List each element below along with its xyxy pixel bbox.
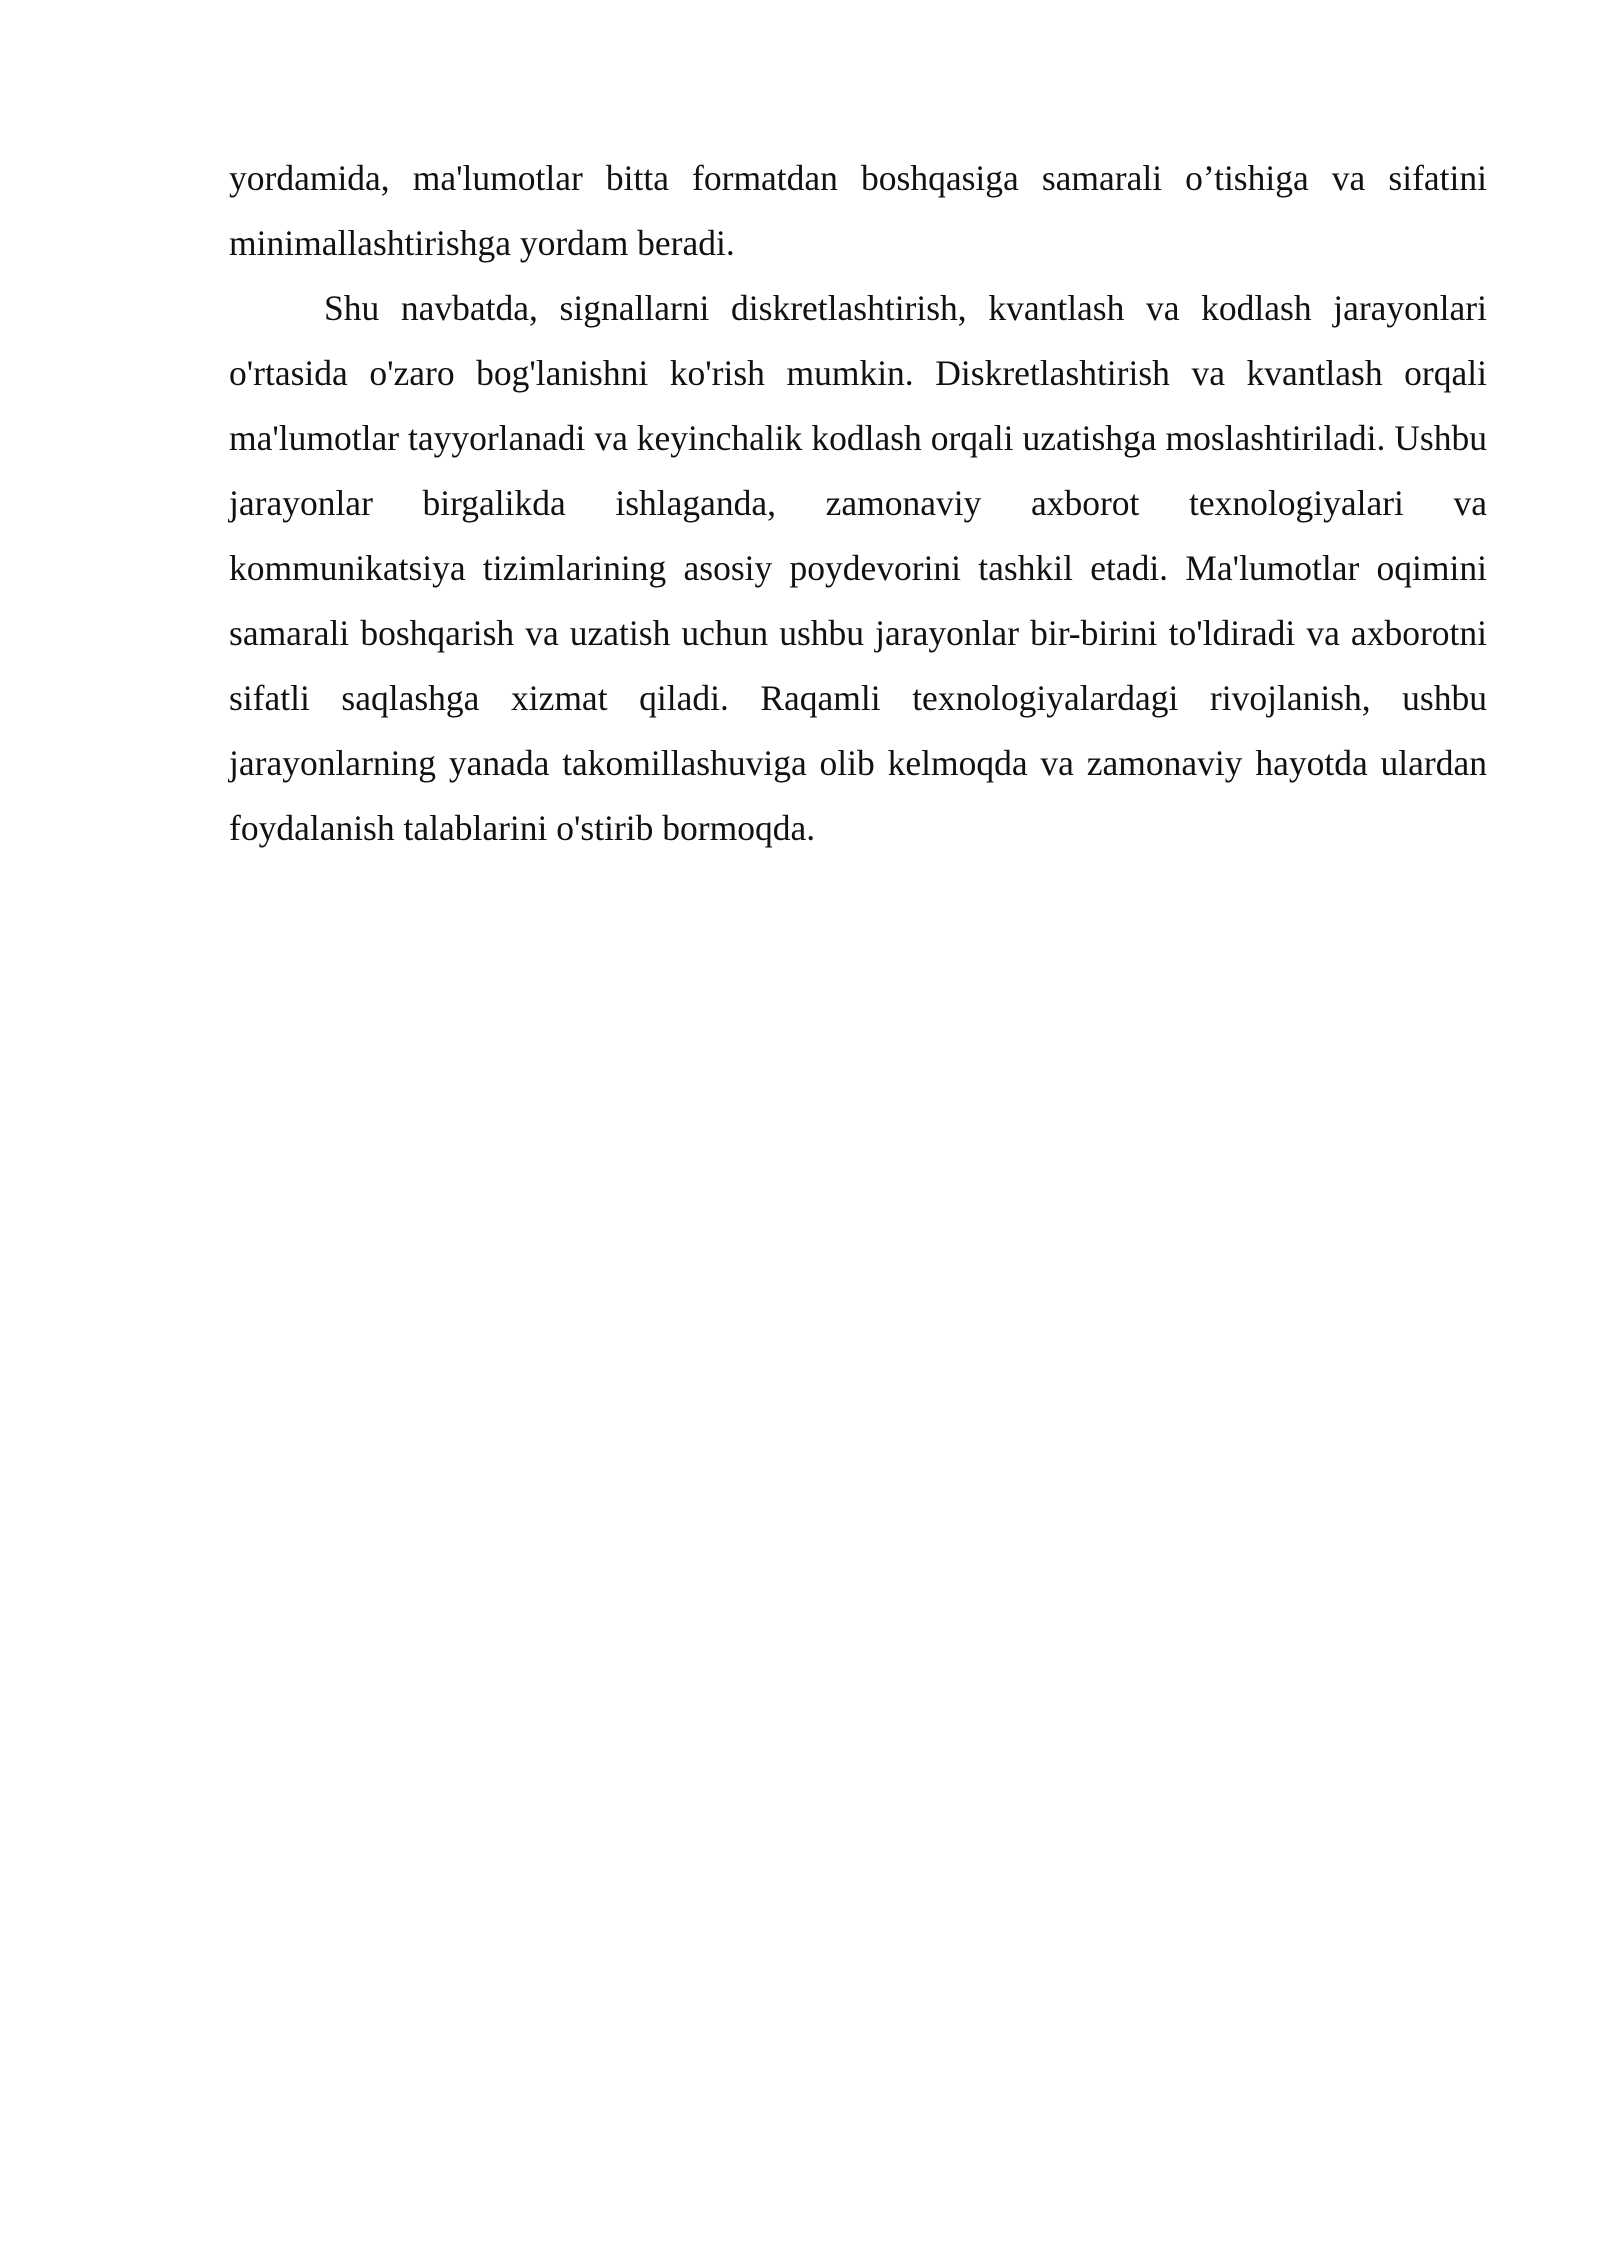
paragraph-main: Shu navbatda, signallarni diskretlashtirish, kvantlash va kodlash jarayonlari o'rtasida o'zaro bog'lanishni ko'rish mumkin. Diskretlashtirish va kvantlash orqali ma'lumotlar tayyorlanadi va keyinchalik kodlash orqali uzatishga moslashtiriladi. Ushbu jarayonlar birgalikda ishlaganda, zamonaviy axborot texnologiyalari va kommunikatsiya tizimlarining asosiy poydevorini tashkil etadi. Ma'lumotlar oqimini samarali boshqarish va uzatish uchun ushbu jarayonlar bir-birini to'ldiradi va axborotni sifatli saqlashga xizmat qiladi. Raqamli texnologiyalardagi rivojlanish, ushbu jarayonlarning yanada takomillashuviga olib kelmoqda va zamonaviy hayotda ulardan foydalanish talablarini o'stirib bormoqda. <box>229 288 1487 848</box>
paragraph-continuation: yordamida, ma'lumotlar bitta formatdan boshqasiga samarali o’tishiga va sifatini minimallashtirishga yordam beradi. <box>229 158 1487 263</box>
body-text <box>229 146 1487 861</box>
